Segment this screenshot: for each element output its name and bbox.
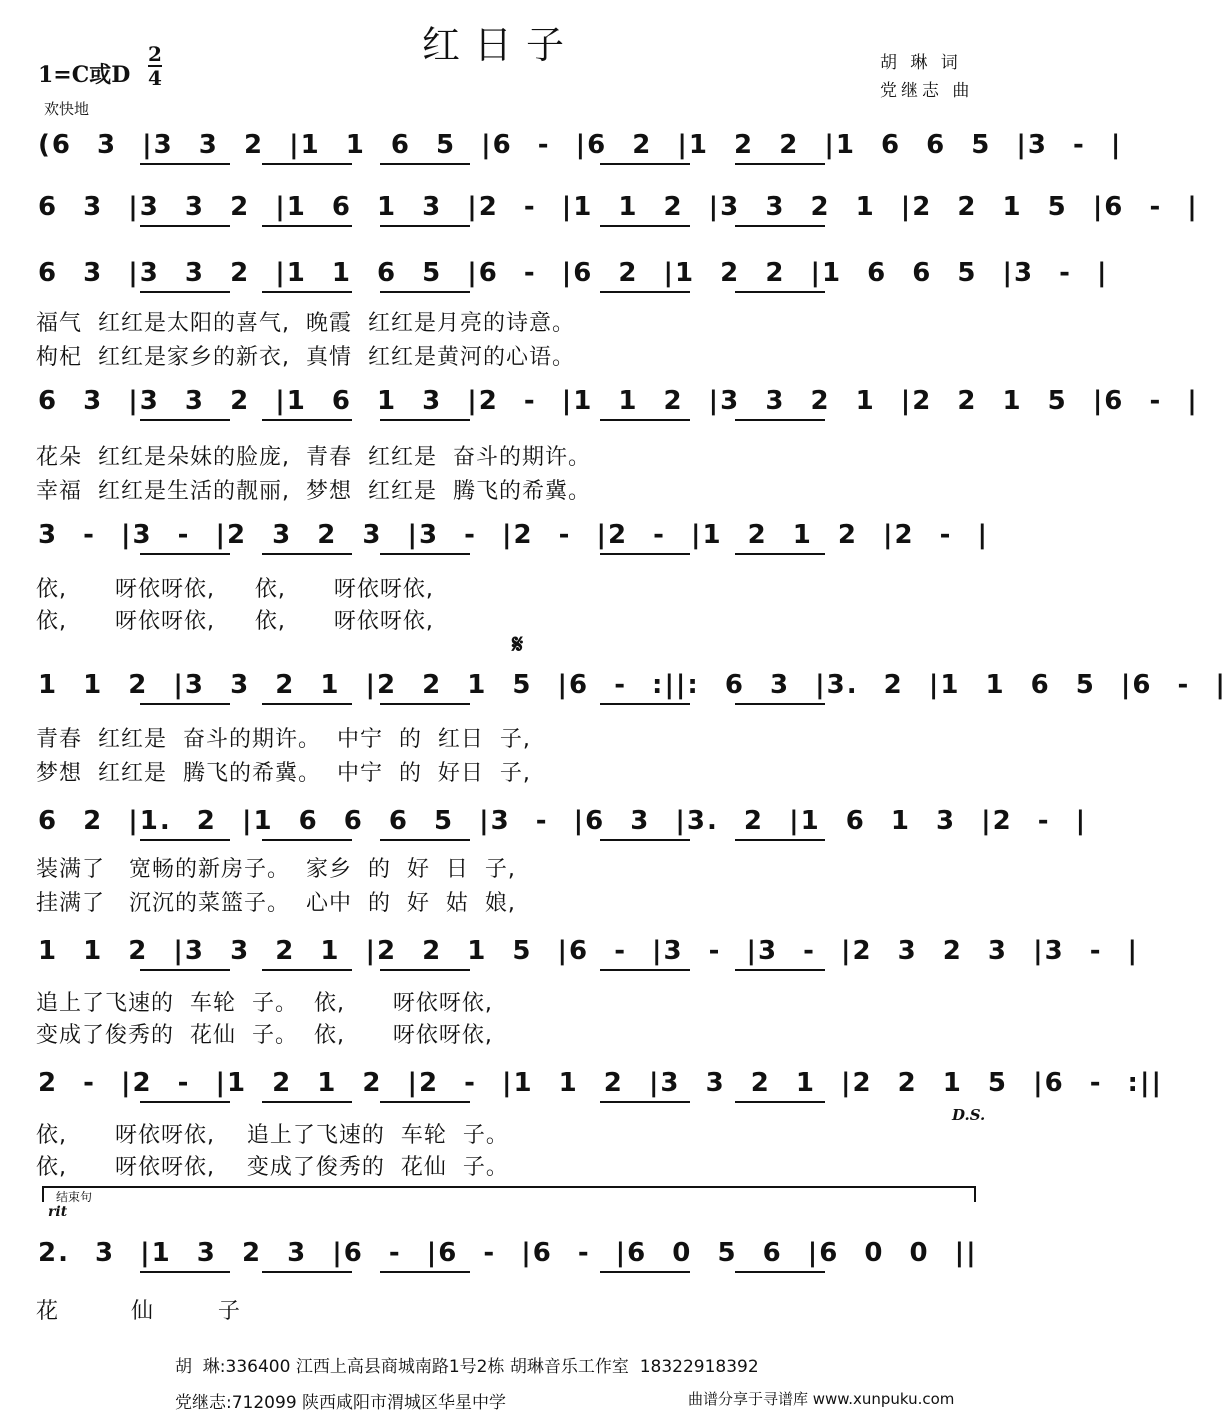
- notation-text: 2 - |2 - |1 2 1 2 |2 - |1 1 2 |3 3 2 1 |2 2 1 5 |6 - :||: [38, 1068, 1163, 1098]
- source-site: 曲谱分享于寻谱库 www.xunpuku.com: [688, 1390, 955, 1408]
- time-signature: [148, 44, 162, 88]
- notation-text: 3 - |3 - |2 3 2 3 |3 - |2 - |2 - |1 2 1 2 |2 - |: [38, 520, 990, 550]
- lyric-line: 追上了飞速的 车轮 子。 依, 呀依呀依,: [36, 991, 493, 1016]
- tempo-marking: 欢快地: [44, 100, 90, 118]
- lyric-line: 依, 呀依呀依, 追上了飞速的 车轮 子。: [36, 1123, 509, 1148]
- footer-address-2: 712099 陕西咸阳市渭城区华星中学: [231, 1393, 507, 1413]
- lyric-line: 幸福 红红是生活的靓丽, 梦想 红红是 腾飞的希冀。: [36, 479, 591, 504]
- footer-name-1: 胡 琳:: [175, 1357, 226, 1377]
- lyric-line: 依, 呀依呀依, 依, 呀依呀依,: [36, 609, 434, 634]
- time-top: 2: [148, 42, 162, 66]
- lyric-line: 依, 呀依呀依, 依, 呀依呀依,: [36, 577, 434, 602]
- notation-overlay: [0, 380, 1000, 440]
- notation-row: [0, 800, 1088, 860]
- notation-overlay: [0, 186, 1000, 246]
- lyric-line: 花 仙 子: [36, 1299, 241, 1324]
- lyric-line: 变成了俊秀的 花仙 子。 依, 呀依呀依,: [36, 1023, 493, 1048]
- time-bottom: 4: [148, 66, 162, 90]
- ending-label: 结束句: [56, 1190, 93, 1204]
- notation-text: 1 1 2 |3 3 2 1 |2 2 1 5 |6 - :||: 6 3 |3. 2 |1 1 6 5 |6 - |: [38, 670, 1227, 700]
- key-signature: 1=C或D: [38, 62, 131, 88]
- notation-overlay: [0, 1062, 1000, 1122]
- footer-name-2: 党继志:: [175, 1393, 232, 1413]
- notation-overlay: [0, 664, 1000, 724]
- lyric-line: 装满了 宽畅的新房子。 家乡 的 好 日 子,: [36, 857, 516, 882]
- lyric-line: 依, 呀依呀依, 变成了俊秀的 花仙 子。: [36, 1155, 509, 1180]
- lyric-line: 福气 红红是太阳的喜气, 晚霞 红红是月亮的诗意。: [36, 311, 575, 336]
- notation-row: [0, 186, 1199, 246]
- notation-row: [0, 930, 1140, 990]
- notation-text: 6 3 |3 3 2 |1 6 1 3 |2 - |1 1 2 |3 3 2 1 |2 2 1 5 |6 - |: [38, 386, 1199, 416]
- notation-row: [0, 514, 1000, 574]
- notation-text: 1 1 2 |3 3 2 1 |2 2 1 5 |6 - |3 - |3 - |2 3 2 3 |3 - |: [38, 936, 1140, 966]
- composer-credit: 党继志 曲: [880, 81, 974, 101]
- ritardando-mark: rit: [48, 1204, 68, 1220]
- notation-row: [0, 124, 1123, 184]
- notation-overlay: [0, 930, 1000, 990]
- ending-bracket: [42, 1186, 976, 1202]
- footer-line-2: [175, 1388, 506, 1413]
- lyric-line: 枸杞 红红是家乡的新衣, 真情 红红是黄河的心语。: [36, 345, 575, 370]
- notation-row: [0, 1232, 1000, 1292]
- notation-overlay: [0, 124, 1000, 184]
- notation-text: 6 3 |3 3 2 |1 6 1 3 |2 - |1 1 2 |3 3 2 1 |2 2 1 5 |6 - |: [38, 192, 1199, 222]
- notation-text: 6 3 |3 3 2 |1 1 6 5 |6 - |6 2 |1 2 2 |1 6 6 5 |3 - |: [38, 258, 1109, 288]
- lyric-line: 青春 红红是 奋斗的期许。 中宁 的 红日 子,: [36, 727, 531, 752]
- dal-segno-mark: D.S.: [952, 1106, 986, 1124]
- notation-row: [0, 380, 1199, 440]
- notation-overlay: [0, 800, 1000, 860]
- song-title: 红日子: [421, 23, 578, 67]
- segno-mark: 𝄋: [512, 630, 524, 660]
- notation-text: 6 2 |1. 2 |1 6 6 6 5 |3 - |6 3 |3. 2 |1 6 1 3 |2 - |: [38, 806, 1088, 836]
- notation-row: [0, 252, 1109, 312]
- notation-row: [0, 1062, 1163, 1122]
- lyric-line: 挂满了 沉沉的菜篮子。 心中 的 好 姑 娘,: [36, 891, 516, 916]
- notation-overlay: [0, 252, 1000, 312]
- footer-line-1: [175, 1352, 759, 1377]
- lyricist-credit: 胡 琳 词: [880, 53, 962, 73]
- notation-text: (6 3 |3 3 2 |1 1 6 5 |6 - |6 2 |1 2 2 |1 6 6 5 |3 - |: [38, 130, 1123, 160]
- notation-row: [0, 664, 1227, 724]
- notation-text: 2. 3 |1 3 2 3 |6 - |6 - |6 - |6 0 5 6 |6 0 0 ||: [38, 1238, 978, 1268]
- notation-overlay: [0, 1232, 1000, 1292]
- lyric-line: 花朵 红红是朵妹的脸庞, 青春 红红是 奋斗的期许。: [36, 445, 591, 470]
- footer-address-1: 336400 江西上高县商城南路1号2栋 胡琳音乐工作室 18322918392: [225, 1357, 759, 1377]
- lyric-line: 梦想 红红是 腾飞的希冀。 中宁 的 好日 子,: [36, 761, 531, 786]
- notation-overlay: [0, 514, 1000, 574]
